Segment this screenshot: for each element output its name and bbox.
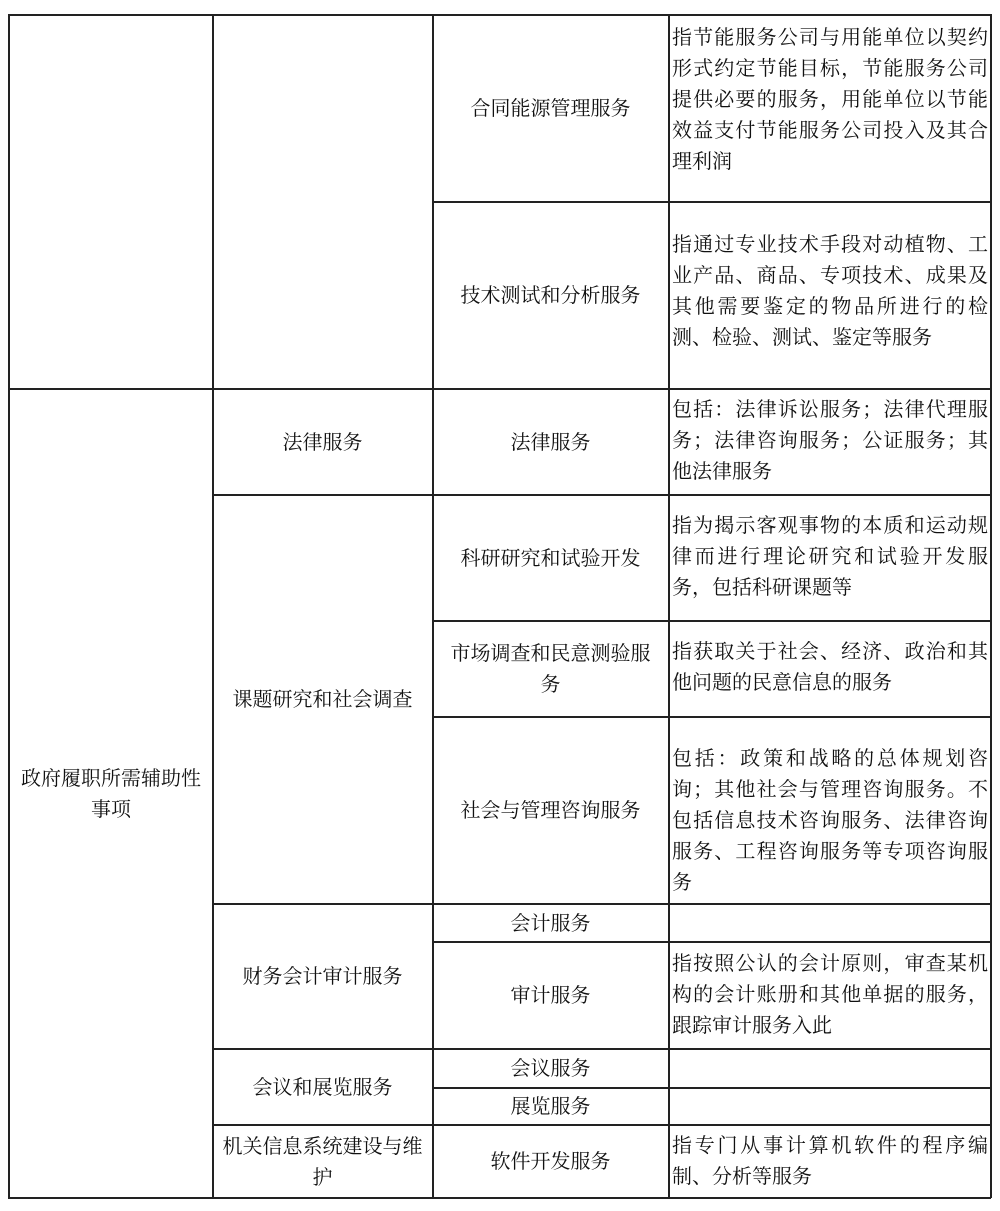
subcategory-cell: 审计服务 <box>510 983 591 1007</box>
subcategory-cell: 科研研究和试验开发 <box>460 545 641 570</box>
subcategory-cell: 社会与管理咨询服务 <box>460 798 641 822</box>
table-border-bottom <box>8 1197 991 1199</box>
subcategory-cell: 法律服务 <box>510 429 591 454</box>
table-border-right <box>990 14 992 1198</box>
subcategory-cell: 展览服务 <box>510 1094 591 1118</box>
description-cell: 包括：政策和战略的总体规划咨询；其他社会与管理咨询服务。不包括信息技术咨询服务、法律咨询服务、工程咨询服务等专项咨询服务 <box>672 746 988 894</box>
description-cell: 指通过专业技术手段对动植物、工业产品、商品、专项技术、成果及其他需要鉴定的物品所进行的检测、检验、测试、鉴定等服务 <box>672 232 988 349</box>
description-cell: 指节能服务公司与用能单位以契约形式约定节能目标，节能服务公司提供必要的服务，用能单位以节能效益支付节能服务公司投入及其合理利润 <box>672 25 988 173</box>
subcategory-cell: 合同能源管理服务 <box>470 96 631 120</box>
group-cell: 法律服务 <box>282 429 363 454</box>
table-border-left <box>8 14 10 1198</box>
subcategory-cell: 市场调查和民意测验服务 <box>450 641 651 696</box>
description-cell: 指获取关于社会、经济、政治和其他问题的民意信息的服务 <box>672 639 988 694</box>
description-cell: 指为揭示客观事物的本质和运动规律而进行理论研究和试验开发服务，包括科研课题等 <box>672 513 988 599</box>
group-cell: 机关信息系统建设与维护 <box>222 1133 423 1189</box>
subcategory-cell: 技术测试和分析服务 <box>460 283 641 307</box>
subcategory-cell: 软件开发服务 <box>490 1149 611 1173</box>
subcategory-cell: 会计服务 <box>510 910 591 935</box>
group-cell: 课题研究和社会调查 <box>232 687 413 711</box>
description-cell: 包括：法律诉讼服务；法律代理服务；法律咨询服务；公证服务；其他法律服务 <box>672 397 988 483</box>
subcategory-cell: 会议服务 <box>510 1056 591 1080</box>
description-cell: 指按照公认的会计原则，审查某机构的会计账册和其他单据的服务，跟踪审计服务入此 <box>672 951 988 1037</box>
group-cell: 财务会计审计服务 <box>242 964 403 988</box>
description-cell: 指专门从事计算机软件的程序编制、分析等服务 <box>672 1133 988 1188</box>
category-cell: 政府履职所需辅助性事项 <box>21 765 201 821</box>
group-cell: 会议和展览服务 <box>252 1074 393 1099</box>
